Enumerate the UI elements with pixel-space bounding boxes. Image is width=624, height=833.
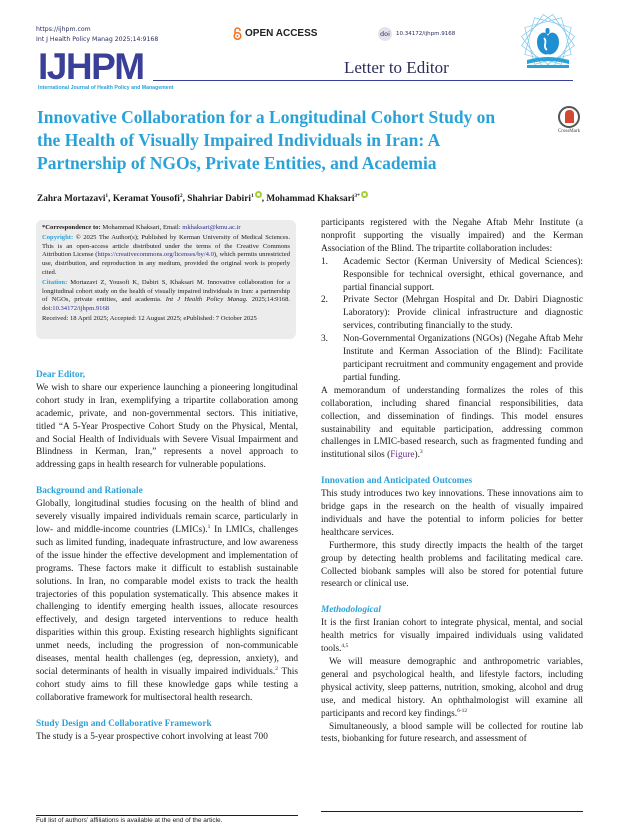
license-link[interactable]: https://creativecommons.org/licenses/by/4.0: [97, 251, 214, 259]
doi-block: [378, 27, 455, 41]
correspondence: [42, 224, 290, 233]
journal-citation-line: Int J Health Policy Manag 2025;14:9168: [36, 36, 159, 43]
orcid-icon[interactable]: [361, 191, 368, 198]
figure-link[interactable]: Figure: [390, 450, 415, 461]
copyright-text-end: ), which permits unrestricted use, distribution, and reproduction in any medium, provided the original work is properly cited.: [42, 251, 290, 276]
author-affiliation: 3*: [354, 193, 360, 199]
author-name: Mohammad Khaksari: [266, 194, 355, 204]
open-access-lock-icon: [233, 27, 242, 40]
section-heading-background: Background and Rationale: [36, 486, 143, 497]
article-title: Innovative Collaboration for a Longitudinal Cohort Study on the Health of Visually Impaired Individuals in Iran: A Partnership of NGOs, Private Entities, and Academia: [37, 107, 496, 173]
citation-label: Citation:: [42, 278, 68, 286]
list-item: 3. Non-Governmental Organizations (NGOs) (Negahe Aftab Mehr Institute and Kerman Association of the Blind): Facilitate participant recruitment and community engagement and provide partial funding.: [321, 334, 583, 383]
correspondence-text: Mohammad Khaksari, Email:: [102, 224, 181, 231]
innovation-paragraph-1: This study introduces two key innovations. These innovations aim to bridge gaps in the research on the health of visually impaired individuals and have the potential to inform policies for better healthcare services.: [321, 489, 583, 538]
copyright-text: © 2025 The Author(s); Published by Kerman University of Medical Sciences. This is an open-access article distributed under the terms of the Creative Commons Attribution License (: [42, 234, 290, 259]
innovation-paragraph-2: Furthermore, this study directly impacts the health of the target group by detecting health problems and facilitating medical care. Collected biobank samples will also be stored for potential future research or clinical use.: [321, 540, 583, 590]
mou-paragraph: A memorandum of understanding formalizes the roles of this collaboration, including shared financial responsibilities, data collection, and dissemination of findings. This model ensures sustainability and equitable participation, addressing common challenges in LMIC-based research, such as fragmented funding and institutional silos (Figure).$^3$: [321, 385, 583, 461]
author-list: Zahra Mortazavi$^1$, Keramat Yousofi$^2$, Shahriar Dabiri$^1$ , Mohammad Khaksari$^{3*}$: [37, 191, 368, 204]
author-name: Shahriar Dabiri: [187, 194, 251, 204]
design-paragraph-start: The study is a 5-year prospective cohort involving at least 700: [36, 731, 268, 742]
salutation: Dear Editor,: [36, 370, 86, 380]
correspondence-label: *Correspondence to:: [42, 224, 101, 231]
footnote-divider-left: [36, 815, 298, 816]
method-paragraph-3: Simultaneously, a blood sample will be collected for routine lab tests, biobanking for future research, and assessment of: [321, 721, 583, 745]
citation-doi-link[interactable]: 10.34172/ijhpm.9168: [52, 304, 110, 312]
method-paragraph-2: We will measure demographic and anthropometric variables, general and psychological health, and lifestyle factors, including physical activity, sleep patterns, nutrition, smoking, alcohol and drug use, and medical history. An ophthalmologist will examine all participants and record key findings.$^{6-12}$: [321, 657, 583, 719]
design-paragraph-continued: participants registered with the Negahe Aftab Mehr Institute (a nonprofit supporting the visually impaired) and the Kerman Association of the Blind. The tripartite collaboration includes:: [321, 218, 583, 254]
journal-url[interactable]: https://ijhpm.com: [36, 26, 91, 33]
author-affiliation: 1: [250, 193, 254, 199]
reference-link[interactable]: 1: [207, 523, 211, 530]
citation: [42, 279, 290, 314]
list-item: 2. Private Sector (Mehrgan Hospital and Dr. Dabiri Diagnostic Laboratory): Provide clinical infrastructure and diagnostic services, contributing financially to the study.: [321, 295, 583, 332]
header-divider: [153, 80, 573, 81]
copyright: [42, 234, 290, 278]
background-paragraph: Globally, longitudinal studies focusing on the health of blind and severely visually impaired individuals remain scarce, particularly in low- and middle-income countries (LMICs).$^1$ In LMICs, challenges such as limited funding, inadequate infrastructure, and low awareness of the issue hinder the effective development and implementation of programs. These factors make it difficult to establish sustainable solutions. In Iran, no comparable model exists to track the health trajectories of this population systematically. This absence makes it challenging to identify emerging health issues, allocate resources effectively, and design targeted interventions to reduce health disparities within this group. Existing research highlights significant unmet needs, including the progression of non-communicable diseases, mental health challenges (eg, depression, anxiety), and social determinants of health in visually impaired individuals.$^2$ This cohort study aims to fill these knowledge gaps while testing a collaborative framework for multisectoral health research.: [36, 499, 298, 703]
crossmark-icon: [558, 106, 580, 128]
section-heading-study-design: Study Design and Collaborative Framework: [36, 718, 212, 729]
doi-icon: doi: [378, 27, 392, 41]
reference-link[interactable]: 2: [275, 665, 278, 672]
citation-ref: 2025;14:9168. doi:: [42, 296, 291, 312]
article-type: Letter to Editor: [344, 58, 449, 77]
logo-text: IJHPM: [38, 46, 144, 87]
section-heading-methodological: Methodological: [321, 605, 381, 616]
left-column: [36, 369, 298, 743]
list-item: 1. Academic Sector (Kerman University of Medical Sciences): Responsible for technical oversight, ethical governance, and partial financial support.: [321, 256, 583, 293]
reference-link[interactable]: 6-12: [457, 707, 468, 714]
logo-subtitle: International Journal of Health Policy and Management: [38, 85, 174, 91]
intro-paragraph: We wish to share our experience launching a pioneering longitudinal cohort study in Iran, exemplifying a tripartite collaboration among academic, private, and non-governmental sectors. This initiative, titled “A 5-Year Prospective Cohort Study on the Physical, Mental, and Social Health of Individuals with Severe Visual Impairment and Blindness in Kerman, Iran,” represents a novel approach to addressing gaps in health research for vulnerable populations.: [36, 382, 298, 471]
journal-emblem-icon: [515, 14, 581, 78]
crossmark-label: CrossMark: [557, 129, 581, 134]
crossmark-button[interactable]: [554, 106, 584, 134]
affiliations-footnote: Full list of authors’ affiliations is available at the end of the article.: [36, 817, 223, 824]
article-info-box: [36, 220, 296, 339]
correspondence-email-link[interactable]: mkhaksari@kmu.ac.ir: [182, 224, 241, 231]
open-access-label: OPEN ACCESS: [245, 28, 318, 39]
collaboration-list: [321, 256, 583, 385]
method-paragraph-1: It is the first Iranian cohort to integrate physical, mental, and social health metrics for visually impaired individuals using validated tools.$^{4,5}$: [321, 618, 583, 655]
author-affiliation: 1: [105, 193, 109, 199]
journal-meta: [36, 25, 158, 45]
publication-dates: Received: 18 April 2025; Accepted: 12 August 2025; ePublished: 7 October 2025: [42, 314, 257, 322]
reference-link[interactable]: 4,5: [341, 643, 349, 650]
citation-text: Mortazavi Z, Yousofi K, Dabiri S, Khaksari M. Innovative collaboration for a longitudinal cohort study on the health of visually impaired individuals in Iran: a partnership of NGOs, private entities, and academia.: [42, 278, 290, 304]
footnote-divider-right: [321, 811, 583, 812]
author-affiliation: 2: [179, 193, 183, 199]
citation-journal: Int J Health Policy Manag.: [165, 296, 248, 304]
right-column: [321, 217, 583, 746]
author-name: Keramat Yousofi: [112, 194, 180, 204]
journal-logo: [38, 46, 174, 91]
section-heading-innovation: Innovation and Anticipated Outcomes: [321, 476, 473, 487]
orcid-icon[interactable]: [255, 191, 262, 198]
doi-link[interactable]: 10.34172/ijhpm.9168: [396, 31, 456, 37]
reference-link[interactable]: 3: [419, 449, 423, 456]
author-name: Zahra Mortazavi: [37, 194, 106, 204]
copyright-label: Copyright:: [42, 234, 74, 241]
open-access-badge: [233, 27, 317, 40]
